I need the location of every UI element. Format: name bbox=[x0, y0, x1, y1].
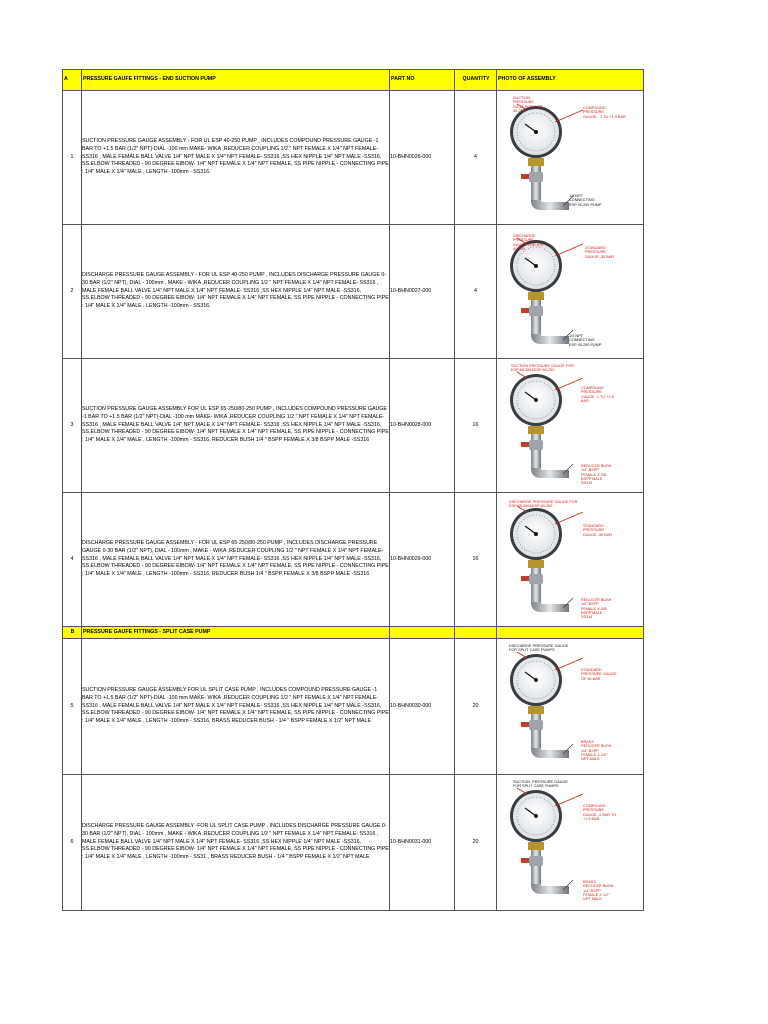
row-description: SUCTION PRESSURE GAUGE ASSEMBLY FOR UL ESP 65-250/80-250 PUMP , INCLUDES COMPOUND PRESSURE GAUGE -1 BAR TO +1.5 BAR (1/2" NPT)-DIAL -100 mm MAKE- WIKA ,REDUCER COUPLING 1/2 " NPT FEMALE X 1/4" NPT FEMALE- SS316 , MALE FEMALE BALL VALVE 1/4" NPT MALE X 1/4" NPT FEMALE- SS316 ,SS HEX NIPPLE 1/4" NPT MALE -SS316, SS.ELBOW THREADED - 90 DEGREE EIBOW- 1/4" NPT FEMALE X 1/4" NPT FEMALE, SS PIPE NIPPLE - CONNECTING PIPE : 1/4" MALE X 1/4" MALE , LENGTH -100mm - SS316, REDUCER BUSH 1/4 " BSPP FEMALE X 3/8 BSPP MALE -SS316 bbox=[82, 359, 390, 493]
part-number: 10-BHN0026-000 bbox=[390, 91, 455, 225]
quantity: 20 bbox=[455, 639, 497, 775]
row-description: SUCTION PRESSURE GAUGE ASSEMBLY - FOR UL ESP 40-250 PUMP , INCLUDES COMPOUND PRESSURE GAUGE -1 BAR TO +1.5 BAR (1/2" NPT)-DIAL -100 mm MAKE- WIKA ,REDUCER COUPLING 1/2 " NPT FEMALE X 1/4" NPT FEMALE- SS316 , MALE FEMALE BALL VALVE 1/4" NPT MALE X 1/4" NPT FEMALE- SS316 ,SS HEX NIPPLE 1/4" NPT MALE -SS316, SS.ELBOW THREADED - 90 DEGREE EIBOW- 1/4" NPT FEMALE X 1/4" NPT FEMALE, SS PIPE NIPPLE - CONNECTING PIPE : 1/4" MALE X 1/4" MALE , LENGTH -100mm - SS316. bbox=[82, 91, 390, 225]
photo-caption: DISCHARGE PRESSURE GAUGE FOR ESP - 40-250 bbox=[513, 234, 547, 252]
row-number: 6 bbox=[63, 775, 82, 911]
table-row bbox=[63, 359, 644, 493]
photo-caption: STANDARD PRESSURE GAUGE -30 BAR bbox=[585, 246, 615, 259]
section-b-header-row bbox=[63, 627, 644, 639]
part-number: 10-BHN0027-000 bbox=[390, 225, 455, 359]
photo-caption: SUCTION PRESSURE GAUGE FOR SPLIT CASE PUMPS bbox=[513, 780, 568, 789]
photo-caption: REDUCER BUSH 1/4" BSPP FEMALE X 3/8 BSPP MALE SS316 bbox=[581, 598, 612, 620]
table-row bbox=[63, 493, 644, 627]
pressure-gauge-photo bbox=[505, 780, 629, 904]
table-row bbox=[63, 775, 644, 911]
row-number: 3 bbox=[63, 359, 82, 493]
row-description: DISCHARGE PRESSURE GAUGE ASSEMBLY -FOR UL SPLIT CASE PUMP , INCLUDES DISCHARGE PRESSURE GAUGE 0-30 BAR (1/2" NPT), DIAL - 100mm , MAKE - WIKA ,REDUCER COUPLING 1/2 " NPT FEMALE X 1/4" NPT FEMALE- SS316 , MALE FEMALE BALL VALVE 1/4" NPT MALE X 1/4" NPT FEMALE- SS316 ,SS HEX NIPPLE 1/4" NPT MALE -SS316, SS.ELBOW THREADED - 90 DEGREE EIBOW- 1/4" NPT FEMALE X 1/4" NPT FEMALE, SS PIPE NIPPLE - CONNECTING PIPE : 1/4" MALE X 1/4" MALE , LENGTH -100mm - SS31 , BRASS REDUCER BUSH - 1/4 " BSPP FEMALE X 1/2" NPT MALE bbox=[82, 775, 390, 911]
section-a-header-row bbox=[63, 70, 644, 91]
photo-caption: 1/4 NPT CONNECTING ESP 40-250 PUMP bbox=[569, 334, 602, 347]
photo-header: PHOTO OF ASSEMBLY bbox=[497, 70, 644, 91]
pressure-gauge-photo bbox=[505, 498, 629, 622]
table-row bbox=[63, 639, 644, 775]
assembly-photo bbox=[497, 359, 644, 493]
section-id: B bbox=[63, 627, 82, 639]
row-description: SUCTION PRESSURE GAUGE ASSEMBLY FOR UL SPLIT CASE PUMP , INCLUDES COMPOUND PRESSURE GAUGE -1 BAR TO +1.5 BAR (1/2" NPT)-DIAL -100 mm MAKE- WIKA ,REDUCER COUPLING 1/2 " NPT FEMALE X 1/4" NPT FEMALE- SS316 , MALE FEMALE BALL VALVE 1/4" NPT MALE X 1/4" NPT FEMALE- SS316 ,SS HEX NIPPLE 1/4" NPT MALE -SS316, SS.ELBOW THREADED - 90 DEGREE EIBOW- 1/4" NPT FEMALE X 1/4" NPT FEMALE, SS PIPE NIPPLE - CONNECTING PIPE : 1/4" MALE X 1/4" MALE , LENGTH -100mm - SS316, BRASS REDUCER BUSH - 1/4 " BSPP FEMALE X 1/2" NPT MALE bbox=[82, 639, 390, 775]
photo-caption: COMPOUND PRESSURE GAUGE - 1 TO +1.5 BAR bbox=[583, 106, 626, 119]
assembly-photo bbox=[497, 639, 644, 775]
pressure-gauge-photo bbox=[505, 364, 629, 488]
photo-caption: DISCHARGE PRESSURE GAUGE FOR SPLIT CASE PUMPS bbox=[509, 644, 569, 653]
quantity: 20 bbox=[455, 775, 497, 911]
quantity: 4 bbox=[455, 225, 497, 359]
part-number: 10-BHN0029-000 bbox=[390, 493, 455, 627]
quantity-header: QUANTITY bbox=[455, 70, 497, 91]
assembly-photo bbox=[497, 493, 644, 627]
row-description: DISCHARGE PRESSURE GAUGE ASSEMBLY - FOR UL ESP 40-250 PUMP , INCLUDES DISCHARGE PRESSURE GAUGE 0-30 BAR (1/2" NPT), DIAL - 100mm , MAKE - WIKA ,REDUCER COUPLING 1/2 " NPT FEMALE X 1/4" NPT FEMALE- SS316 , MALE FEMALE BALL VALVE 1/4" NPT MALE X 1/4" NPT FEMALE- SS316 ,SS HEX NIPPLE 1/4" NPT MALE -SS316, SS.ELBOW THREADED - 90 DEGREE EIBOW- 1/4" NPT FEMALE X 1/4" NPT FEMALE, SS PIPE NIPPLE - CONNECTING PIPE : 1/4" MALE X 1/4" MALE , LENGTH -100mm - SS316. bbox=[82, 225, 390, 359]
quantity: 16 bbox=[455, 359, 497, 493]
row-description: DISCHARGE PRESSURE GAUGE ASSEMBLY - FOR UL ESP 65-250/80-250 PUMP , INCLUDES DISCHARGE PRESSURE GAUGE 0-30 BAR (1/2" NPT), DIAL - 100mm , MAKE - WIKA ,REDUCER COUPLING 1/2 " NPT FEMALE X 1/4" NPT FEMALE- SS316 , MALE FEMALE BALL VALVE 1/4" NPT MALE X 1/4" NPT FEMALE- SS316 ,SS HEX NIPPLE 1/4" NPT MALE -SS316, SS.ELBOW THREADED - 90 DEGREE EIBOW- 1/4" NPT FEMALE X 1/4" NPT FEMALE, SS PIPE NIPPLE - CONNECTING PIPE : 1/4" MALE X 1/4" MALE , LENGTH -100mm - SS316, REDUCER BUSH 1/4 " BSPP FEMALE X 3/8 BSPP MALE -SS316 bbox=[82, 493, 390, 627]
part-no-header: PART NO bbox=[390, 70, 455, 91]
pressure-gauge-photo bbox=[505, 96, 629, 220]
fittings-table bbox=[62, 69, 644, 911]
photo-caption: DISCHARGE PRESSURE GAUGE FOR ESP 65-250&ESP 80-250 bbox=[509, 500, 578, 509]
part-number: 10-BHN0031-000 bbox=[390, 775, 455, 911]
part-number: 10-BHN0030-000 bbox=[390, 639, 455, 775]
section-title: PRESSURE GAUFE FITTINGS - END SUCTION PUMP bbox=[82, 70, 390, 91]
photo-caption: BRASS REDUCER BUSH - 1/4" BSPP FEMALE X 1/2" NPT MALE bbox=[583, 880, 616, 902]
photo-caption: STANDARD PRESSURE GAUGE -30 BAR bbox=[583, 524, 613, 537]
row-number: 1 bbox=[63, 91, 82, 225]
assembly-photo bbox=[497, 775, 644, 911]
photo-caption: STANDARD PRESSURE GAUGE OF 30 BAR bbox=[581, 668, 617, 681]
quantity: 16 bbox=[455, 493, 497, 627]
row-number: 5 bbox=[63, 639, 82, 775]
photo-caption: COMPOUND PRESSURE GAUGE -1 BAR TO +1.5 BAR bbox=[583, 804, 617, 822]
row-number: 4 bbox=[63, 493, 82, 627]
photo-caption: SUCTION PRESSURE GAUGE FOR ESP 65-250&ESP 80-250 bbox=[511, 364, 574, 373]
photo-caption: SUCTION PRESSURE GA JS FOR E.SP. - 40-250 bbox=[513, 96, 546, 114]
table-row bbox=[63, 91, 644, 225]
row-number: 2 bbox=[63, 225, 82, 359]
pressure-gauge-photo bbox=[505, 230, 629, 354]
assembly-photo bbox=[497, 225, 644, 359]
photo-caption: BRASS REDUCER BUSH - 1/4" BSPP FEMALE X 1/2" NPT MALE bbox=[581, 740, 614, 762]
table-row bbox=[63, 225, 644, 359]
section-title: PRESSURE GAUFE FITTINGS - SPLIT CASE PUMP bbox=[82, 627, 390, 639]
quantity: 4 bbox=[455, 91, 497, 225]
pressure-gauge-photo bbox=[505, 644, 629, 768]
photo-caption: 1/4 NPT CONNECTING ESP 40-250 PUMP bbox=[569, 194, 602, 207]
section-id: A bbox=[63, 70, 82, 91]
photo-caption: COMPOUND PRESSURE GAUGE -1 TO +1.5 BAR bbox=[581, 386, 614, 404]
assembly-photo bbox=[497, 91, 644, 225]
photo-caption: REDUCER BUSH 1/4" BSPP FEMALE X 3/8 BSPP MALE SS316 bbox=[581, 464, 612, 486]
part-number: 10-BHN0028-000 bbox=[390, 359, 455, 493]
